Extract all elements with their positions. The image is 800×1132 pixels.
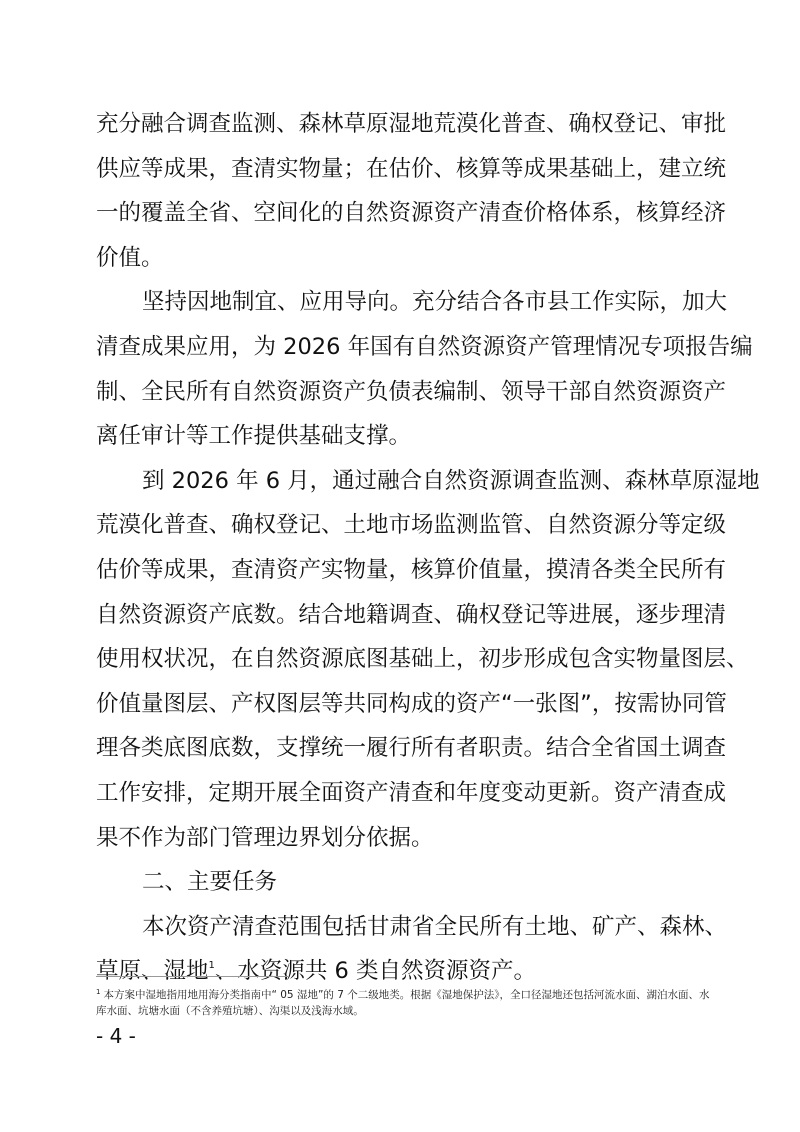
section-heading: 二、主要任务 (142, 869, 278, 896)
body-line: 坚持因地制宜、应用导向。充分结合各市县工作实际，加大 (142, 289, 728, 316)
body-line: 自然资源资产底数。结合地籍调查、确权登记等进展，逐步理清 (96, 601, 727, 628)
body-line: 充分融合调查监测、森林草原湿地荒漠化普查、确权登记、审批 (96, 111, 727, 137)
footnote-separator (96, 976, 288, 977)
footnote (96, 984, 716, 1019)
body-line: 价值。 (96, 244, 164, 271)
body-line: 一的覆盖全省、空间化的自然资源资产清查价格体系，核算经济 (96, 200, 727, 227)
body-line: 荒漠化普查、确权登记、土地市场监测监管、自然资源分等定级 (96, 512, 727, 539)
body-line: 理各类底图底数，支撑统一履行所有者职责。结合全省国土调查 (96, 735, 727, 762)
body-line: 离任审计等工作提供基础支撑。 (96, 423, 412, 450)
body-line: 工作安排，定期开展全面资产清查和年度变动更新。资产清查成 (96, 779, 727, 806)
footnote-text: 本方案中湿地指用地用海分类指南中“ 05 湿地”的 7 个二级地类。根据《湿地保护法》，全口径湿地还包括河流水面、湖泊水面、水库水面、坑塘水面（不含养殖坑塘）、沟渠以及浅海水域。 (96, 989, 710, 1017)
body-line: 清查成果应用，为 2026 年国有自然资源资产管理情况专项报告编 (96, 333, 753, 360)
body-line: 估价等成果，查清资产实物量，核算价值量，摸清各类全民所有 (96, 556, 727, 583)
body-line: 使用权状况，在自然资源底图基础上，初步形成包含实物量图层、 (96, 646, 749, 673)
body-line: 到 2026 年 6 月，通过融合自然资源调查监测、森林草原湿地 (142, 467, 760, 494)
body-line: 价值量图层、产权图层等共同构成的资产“一张图”，按需协同管 (96, 690, 727, 717)
body-text-segment: 草原、湿地 (96, 958, 209, 985)
body-line: 制、全民所有自然资源资产负债表编制、领导干部自然资源资产 (96, 378, 727, 405)
body-line: 果不作为部门管理边界划分依据。 (96, 824, 434, 851)
page-number: - 4 - (96, 1024, 136, 1048)
body-line: 本次资产清查范围包括甘肃省全民所有土地、矿产、森林、 (142, 913, 728, 940)
footnote-reference[interactable]: 1 (208, 960, 215, 972)
body-line: 供应等成果，查清实物量；在估价、核算等成果基础上，建立统 (96, 155, 727, 182)
body-text-segment: 、水资源共 6 类自然资源资产。 (214, 958, 537, 985)
body-text (96, 102, 760, 994)
footnote-number: 1 (96, 988, 101, 996)
